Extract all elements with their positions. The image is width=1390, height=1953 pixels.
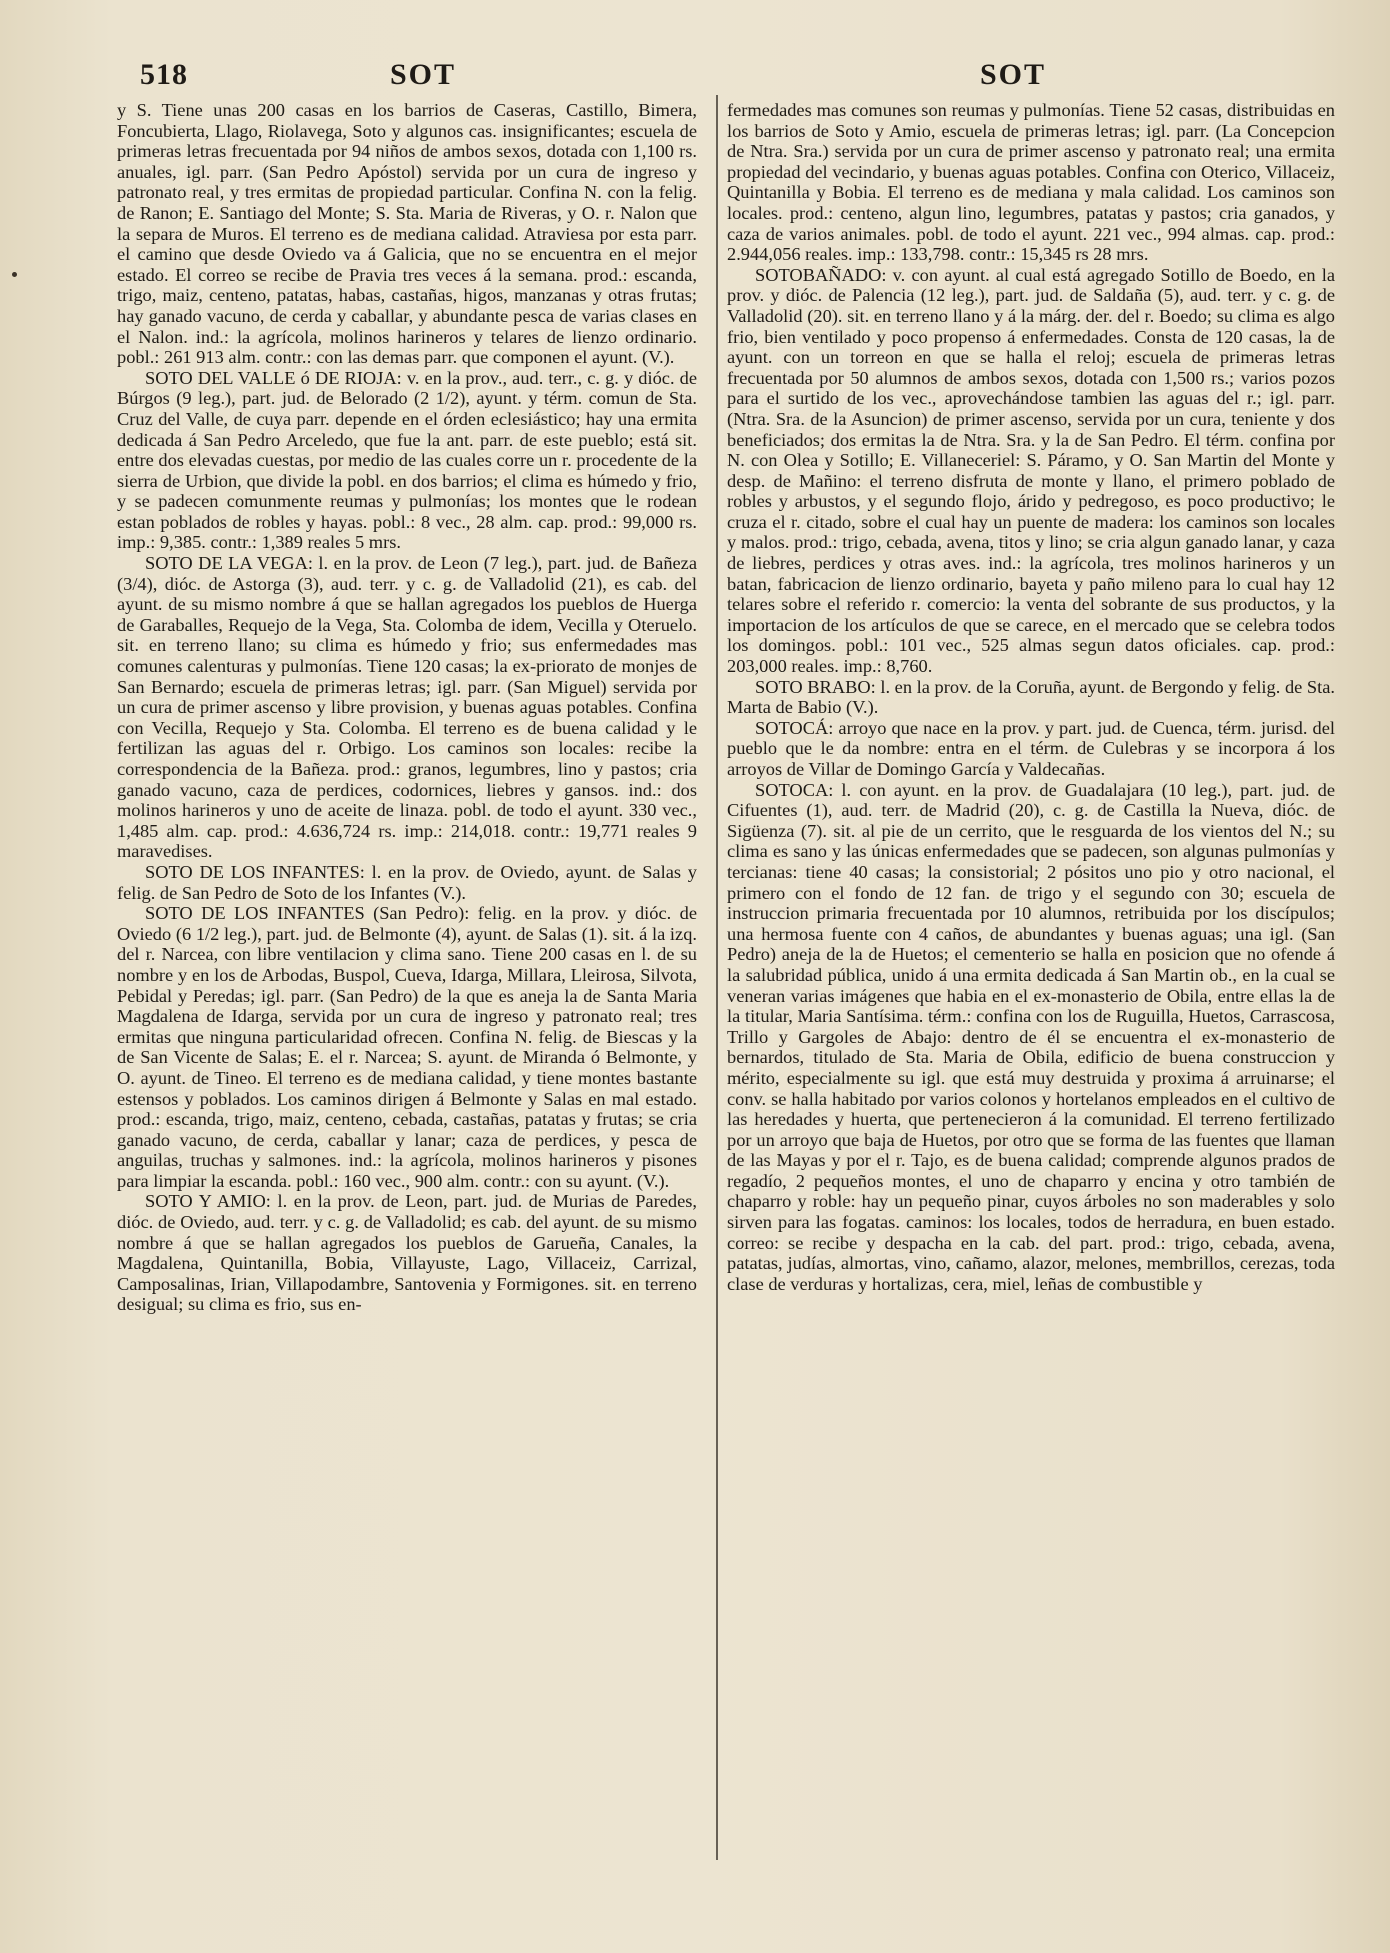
right-column: [727, 100, 1335, 1294]
entry-soto-de-los-infantes-san-pedro: SOTO DE LOS INFANTES (San Pedro): felig. en la prov. y dióc. de Oviedo (6 1/2 leg.), part. jud. de Belmonte (4), ayunt. de Salas (1). sit. á la izq. del r. Narcea, con libre ventilacion y clima sano. Tiene 200 casas en l. de su nombre y en los de Arbodas, Buspol, Cueva, Idarga, Millara, Lleirosa, Silvota, Pebidal y Peredas; igl. parr. (San Pedro) de la que es aneja la de Santa Maria Magdalena de Idarga, servida por un cura de ingreso y patronato real; tres ermitas que ninguna particularidad ofrecen. Confina N. felig. de Biescas y la de San Vicente de Salas; E. el r. Narcea; S. ayunt. de Miranda ó Belmonte, y O. ayunt. de Tineo. El terreno es de mediana calidad, y tiene montes bastante estensos y poblados. Los caminos dirigen á Belmonte y Salas en mal estado. prod.: escanda, trigo, maiz, centeno, cebada, castañas, patatas y frutas; se cria ganado vacuno, de cerda, caballar y lanar; caza de perdices, y pesca de anguilas, truchas y salmones. ind.: la agrícola, molinos harineros y pisones para limpiar la escanda. pobl.: 160 vec., 900 alm. contr.: con su ayunt. (V.).: [117, 903, 697, 1191]
entry-soto-de-los-infantes: SOTO DE LOS INFANTES: l. en la prov. de Oviedo, ayunt. de Salas y felig. de San Pedro de Soto de los Infantes (V.).: [117, 861, 697, 903]
entry-sotoca: SOTOCA: l. con ayunt. en la prov. de Guadalajara (10 leg.), part. jud. de Cifuentes (1), aud. terr. de Madrid (20), c. g. de Castilla la Nueva, dióc. de Sigüenza (7). sit. al pie de un cerrito, que le resguarda de los vientos del N.; su clima es sano y las únicas enfermedades que se padecen, son algunas pulmonías y tercianas: tiene 40 casas; la consistorial; 2 pósitos uno pio y otro nacional, el primero con el fondo de 12 fan. de trigo y el segundo con 30; escuela de instruccion primaria frecuentada por 10 alumnos, retribuida por los discípulos; una hermosa fuente con 4 caños, de abundantes y buenas aguas; una igl. (San Pedro) aneja de la de Huetos; el cementerio se halla en posicion que no ofende á la salubridad pública, unido á una ermita dedicada á San Martin ob., en la cual se veneran varias imágenes que habia en el ex-monasterio de Obila, entre ellas la de la titular, Maria Santísima. térm.: confina con los de Ruguilla, Huetos, Carrascosa, Trillo y Gargoles de Abajo: dentro de él se encuentra el ex-monasterio de bernardos, titulado de Sta. Maria de Obila, edificio de buena construccion y mérito, especialmente su igl. que está muy destruida y proxima á arruinarse; el conv. se halla habitado por varios colonos y hortelanos empleados en el cultivo de las heredades y huerta, que pertenecieron á la comunidad. El terreno fertilizado por un arroyo que baja de Huetos, por otro que se forma de las fuentes que llaman de las Mayas y por el r. Tajo, es de buena calidad; comprende algunos prados de regadío, 2 pequeños montes, el uno de chaparro y encina y otro también de chaparro y roble: hay un pequeño pinar, cuyos árboles no son maderables y solo sirven para las fogatas. caminos: los locales, todos de herradura, en buen estado. correo: se recibe y despacha en la cab. del part. prod.: trigo, cebada, avena, patatas, judías, almortas, vino, cañamo, alazor, melones, membrillos, cerezas, toda clase de verduras y hortalizas, cera, miel, leñas de combustible y: [727, 779, 1335, 1294]
entry-soto-del-valle: SOTO DEL VALLE ó DE RIOJA: v. en la prov., aud. terr., c. g. y dióc. de Búrgos (9 leg.), part. jud. de Belorado (2 1/2), ayunt. y térm. comun de Sta. Cruz del Valle, de cuya parr. depende en el órden eclesiástico; hay una ermita dedicada á San Pedro Arceledo, que fue la ant. parr. de este pueblo; está sit. entre dos elevadas cuestas, por medio de las cuales corre un r. procedente de la sierra de Urbion, que divide la pobl. en dos barrios; el clima es húmedo y frio, y se padecen comunmente reumas y pulmonías; los montes que le rodean estan poblados de robles y hayas. pobl.: 8 vec., 28 alm. cap. prod.: 99,000 rs. imp.: 9,385. contr.: 1,389 reales 5 mrs.: [117, 367, 697, 553]
left-column: [117, 100, 697, 1315]
entry-soto-brabo: SOTO BRABO: l. en la prov. de la Coruña, ayunt. de Bergondo y felig. de Sta. Marta de Babio (V.).: [727, 676, 1335, 718]
entry-soto-y-amio: SOTO Y AMIO: l. en la prov. de Leon, part. jud. de Murias de Paredes, dióc. de Oviedo, aud. terr. y c. g. de Valladolid; es cab. del ayunt. de su mismo nombre á que se hallan agregados los pueblos de Garueña, Canales, la Magdalena, Quintanilla, Bobia, Villayuste, Lago, Villaceiz, Carrizal, Camposalinas, Irian, Villapodambre, Santovenia y Formigones. sit. en terreno desigual; su clima es frio, sus en-: [117, 1191, 697, 1315]
entry-soto-de-la-vega: SOTO DE LA VEGA: l. en la prov. de Leon (7 leg.), part. jud. de Bañeza (3/4), dióc. de Astorga (3), aud. terr. y c. g. de Valladolid (21), es cab. del ayunt. de su mismo nombre á que se hallan agregados los pueblos de Huerga de Garaballes, Requejo de la Vega, Sta. Colomba de idem, Vecilla y Oteruelo. sit. en terreno llano; su clima es húmedo y frio; sus enfermedades mas comunes calenturas y pulmonías. Tiene 120 casas; la ex-priorato de monjes de San Bernardo; escuela de primeras letras; igl. parr. (San Miguel) servida por un cura de primer ascenso y libre provision, y buenas aguas potables. Confina con Vecilla, Requejo y Sta. Colomba. El terreno es de buena calidad y le fertilizan las aguas del r. Orbigo. Los caminos son locales: recibe la correspondencia de la Bañeza. prod.: granos, legumbres, lino y pastos; cria ganado vacuno, caza de perdices, codornices, liebres y gansos. ind.: dos molinos harineros y uno de aceite de linaza. pobl. de todo el ayunt. 330 vec., 1,485 alm. cap. prod.: 4.636,724 rs. imp.: 214,018. contr.: 19,771 reales 9 maravedises.: [117, 553, 697, 862]
entry-sotobanado: SOTOBAÑADO: v. con ayunt. al cual está agregado Sotillo de Boedo, en la prov. y dióc. de Palencia (12 leg.), part. jud. de Saldaña (5), aud. terr. y c. g. de Valladolid (20). sit. en terreno llano y á la márg. der. del r. Boedo; su clima es algo frio, bien ventilado y poco propenso á enfermedades. Consta de 120 casas, la de ayunt. con un torreon en que se halla el reloj; escuela de primeras letras frecuentada por 50 alumnos de ambos sexos, dotada con 1,500 rs.; varios pozos para el surtido de los vec., aprovechándose tambien las aguas del r.; igl. parr. (Ntra. Sra. de la Asuncion) de primer ascenso, servida por un cura, teniente y dos beneficiados; dos ermitas la de Ntra. Sra. y la de San Pedro. El térm. confina por N. con Olea y Sotillo; E. Villaneceriel: S. Páramo, y O. San Martin del Monte y desp. de Mañino: el terreno disfruta de monte y llano, el primero poblado de robles y arbustos, y el segundo flojo, árido y pedregoso, es poco productivo; le cruza el r. citado, sobre el cual hay un puente de madera: los caminos son locales y malos. prod.: trigo, cebada, avena, titos y lino; se cria algun ganado lanar, y caza de liebres, perdices y otras aves. ind.: la agrícola, tres molinos harineros y un batan, fabricacion de lienzo ordinario, bayeta y paño mileno para lo cual hay 12 telares sobre el referido r. comercio: la venta del sobrante de sus productos, y la importacion de los artículos de que se carece, en el mercado que se celebra todos los domingos. pobl.: 101 vec., 525 almas segun datos oficiales. cap. prod.: 203,000 reales. imp.: 8,760.: [727, 264, 1335, 677]
entry-continuation: y S. Tiene unas 200 casas en los barrios de Caseras, Castillo, Bimera, Foncubierta, Llago, Riolavega, Soto y algunos cas. insignificantes; escuela de primeras letras frecuentada por 94 niños de ambos sexos, dotada con 1,100 rs. anuales, igl. parr. (San Pedro Apóstol) servida por un cura de ingreso y patronato real, y tres ermitas de propiedad particular. Confina N. con la felig. de Ranon; E. Santiago del Monte; S. Sta. Maria de Riveras, y O. r. Nalon que la separa de Muros. El terreno es de mediana calidad. Atraviesa por esta parr. el camino que desde Oviedo va á Galicia, que no se encuentra en el mejor estado. El correo se recibe de Pravia tres veces á la semana. prod.: escanda, trigo, maiz, centeno, patatas, habas, castañas, higos, manzanas y otras frutas; hay ganado vacuno, de cerda y caballar, y abundante pesca de varias clases en el Nalon. ind.: la agrícola, molinos harineros y telares de lienzo ordinario. pobl.: 261 913 alm. contr.: con las demas parr. que componen el ayunt. (V.).: [117, 100, 697, 368]
running-head-right: SOT: [980, 58, 1047, 91]
entry-sotoca-arroyo: SOTOCÁ: arroyo que nace en la prov. y part. jud. de Cuenca, térm. jurisd. del pueblo que le da nombre: entra en el térm. de Culebras y se incorpora á los arroyos de Villar de Domingo García y Valdecañas.: [727, 717, 1335, 779]
running-head-left: SOT: [390, 58, 457, 91]
page-number: 518: [140, 58, 188, 91]
entry-soto-y-amio-continuation: fermedades mas comunes son reumas y pulmonías. Tiene 52 casas, distribuidas en los barrios de Soto y Amio, escuela de primeras letras; igl. parr. (La Concepcion de Ntra. Sra.) servida por un cura de primer ascenso y patronato real; una ermita propiedad del vecindario, y buenas aguas potables. Confina con Oterico, Villaceiz, Quintanilla y Bobia. El terreno es de mediana y mala calidad. Los caminos son locales. prod.: centeno, algun lino, legumbres, patatas y pastos; cria ganados, y caza de varios animales. pobl. de todo el ayunt. 221 vec., 994 almas. cap. prod.: 2.944,056 reales. imp.: 133,798. contr.: 15,345 rs 28 mrs.: [727, 100, 1335, 265]
ink-speck: [12, 272, 17, 277]
column-divider: [716, 95, 718, 1860]
